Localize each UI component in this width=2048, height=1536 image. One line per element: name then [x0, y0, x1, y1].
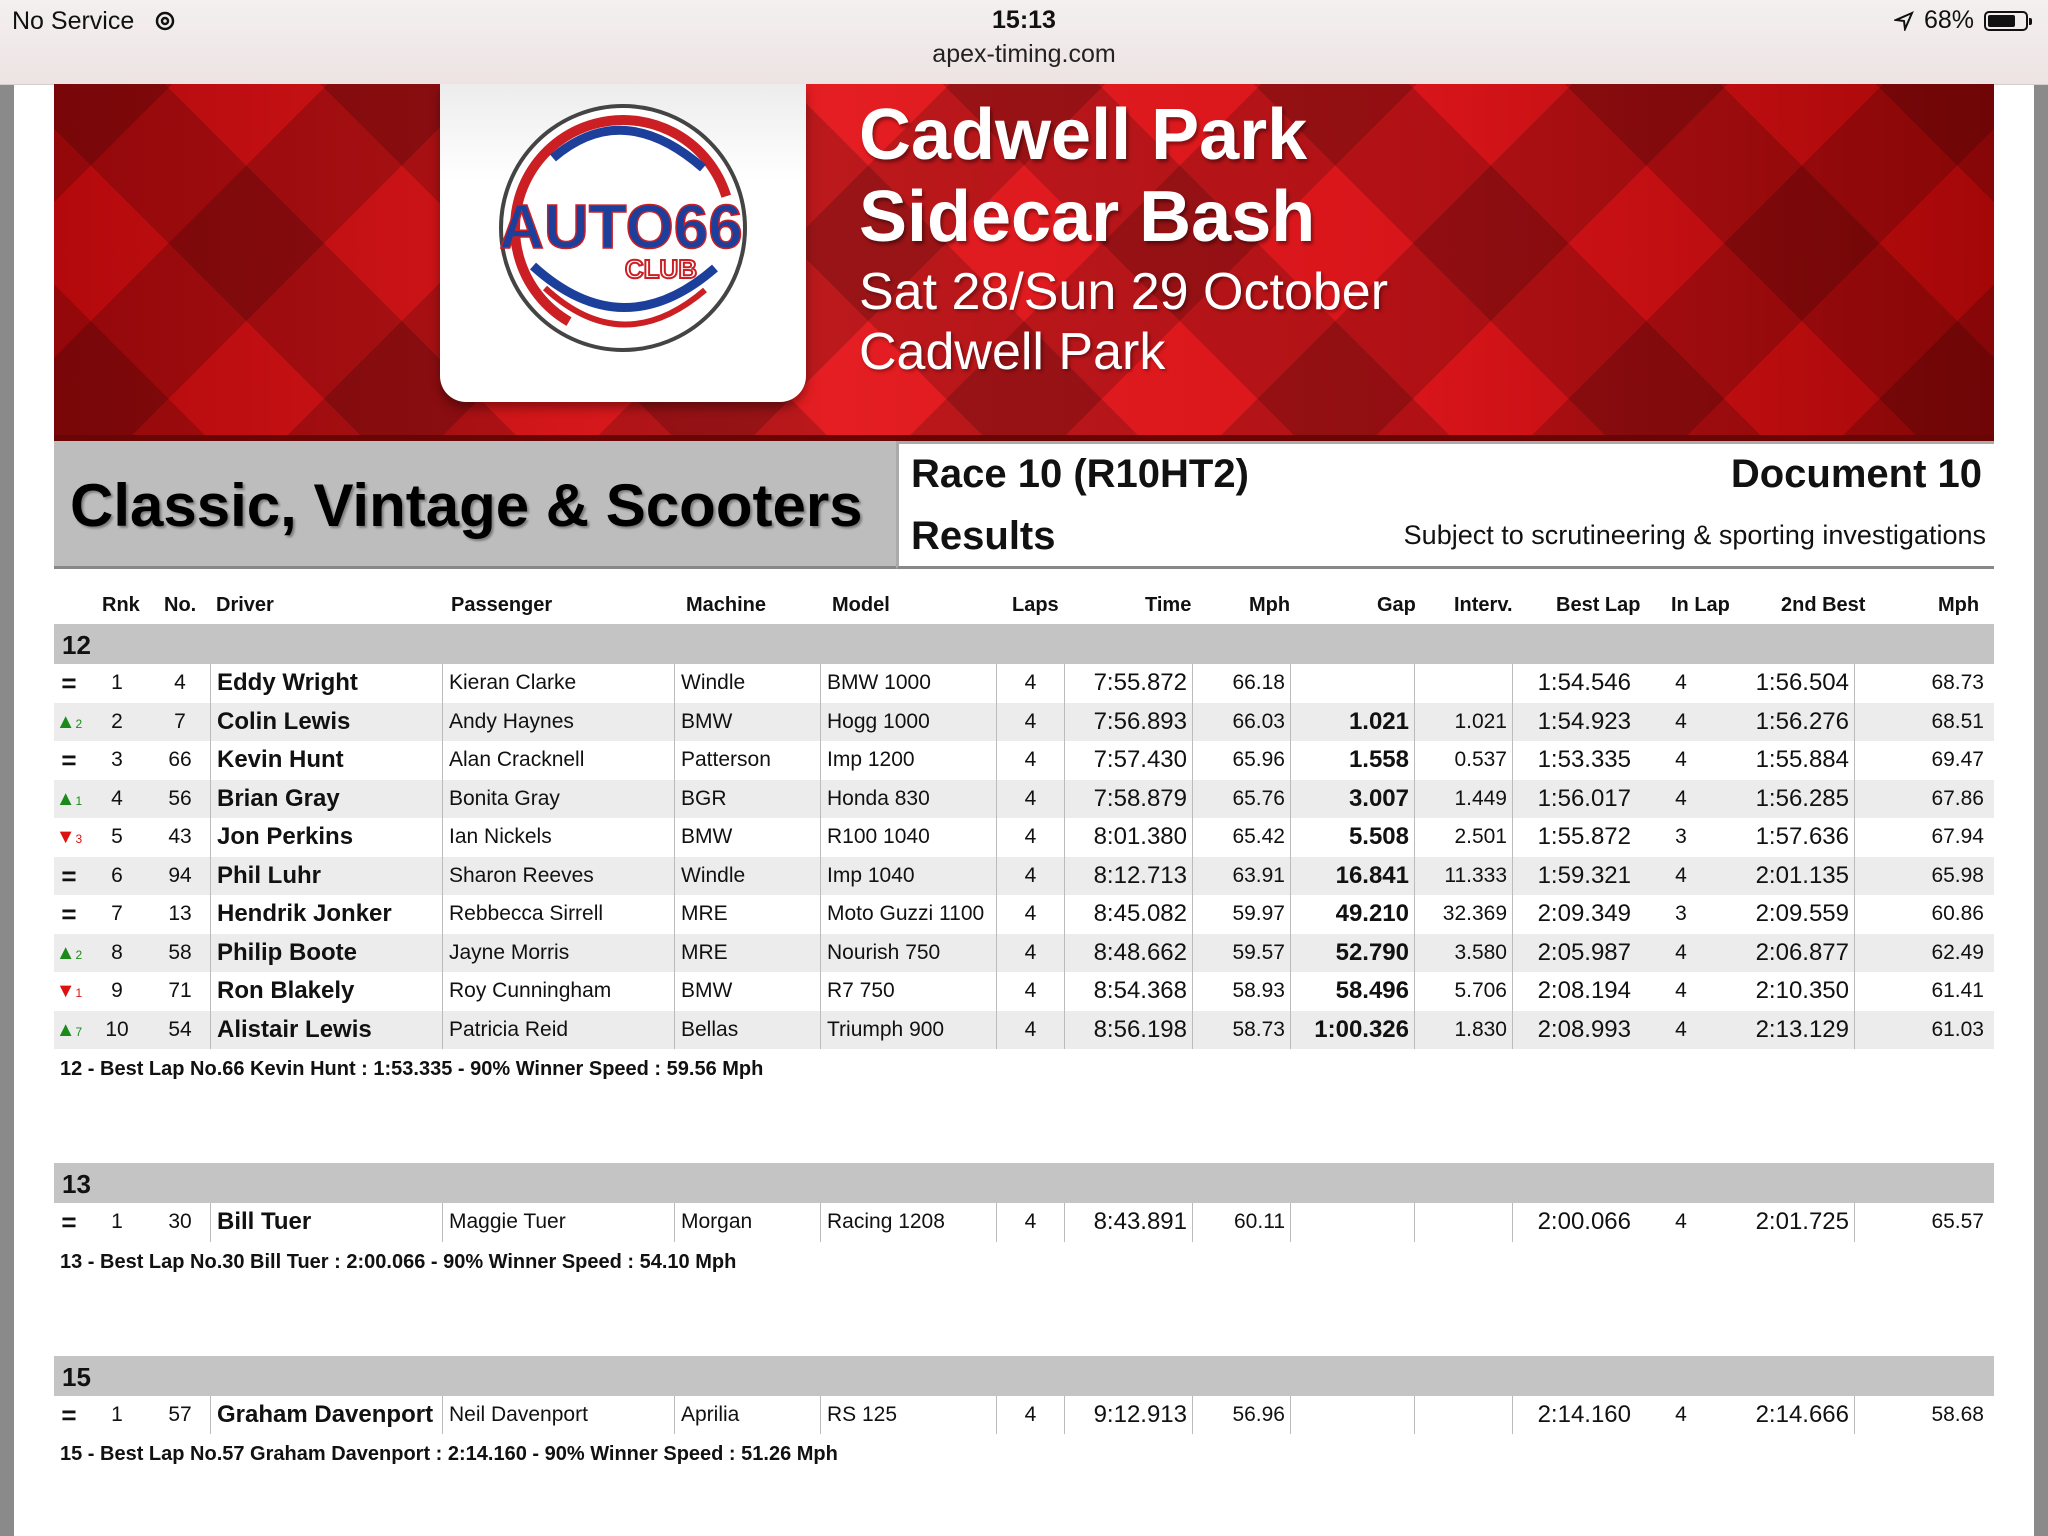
col-header: Mph — [1249, 594, 1291, 616]
cell-best: 1:55.872 — [1512, 818, 1636, 857]
group-spacer — [54, 1282, 1994, 1356]
cell-laps: 4 — [996, 895, 1064, 934]
cell-model: Hogg 1000 — [820, 703, 996, 742]
cell-rnk: 1 — [111, 671, 123, 694]
cell-machine: Patterson — [674, 741, 820, 780]
cell-inlap: 4 — [1675, 863, 1687, 887]
cell-no: 58 — [168, 940, 192, 964]
auto66-club-logo — [493, 98, 753, 358]
race-title: Race 10 (R10HT2) — [911, 452, 1249, 496]
cell-gap: 52.790 — [1290, 934, 1414, 973]
position-change — [54, 741, 84, 780]
cell-model: R100 1040 — [820, 818, 996, 857]
cell-no: 57 — [168, 1402, 192, 1426]
col-header: Gap — [1377, 594, 1416, 616]
cell-gap: 1:00.326 — [1290, 1011, 1414, 1050]
up-arrow-icon: ▲ — [55, 710, 76, 733]
cell-laps: 4 — [996, 741, 1064, 780]
cell-best: 1:56.017 — [1512, 780, 1636, 819]
group-spacer — [54, 1089, 1994, 1163]
document-title: Document 10 — [1730, 452, 1982, 496]
cell-driver: Bill Tuer — [210, 1203, 442, 1242]
table-row[interactable] — [54, 780, 1994, 819]
event-title-line1: Cadwell Park — [859, 95, 1308, 175]
cell-mph: 66.18 — [1192, 664, 1290, 703]
cell-no: 66 — [168, 748, 192, 771]
battery-percent: 68% — [1923, 6, 1974, 34]
cell-best: 1:54.546 — [1512, 664, 1636, 703]
event-title — [859, 94, 1315, 258]
cell-best: 2:05.987 — [1512, 934, 1636, 973]
cell-inlap: 4 — [1675, 940, 1687, 964]
cell-best: 2:09.349 — [1512, 895, 1636, 934]
cell-driver: Colin Lewis — [210, 703, 442, 742]
cell-time: 8:45.082 — [1064, 895, 1192, 934]
cell-no: 30 — [168, 1210, 192, 1233]
logo-wordmark: AUTO66 — [499, 193, 743, 262]
position-delta: 1 — [75, 793, 83, 808]
cell-interv: 1.830 — [1414, 1011, 1512, 1050]
cell-second: 2:09.559 — [1755, 900, 1849, 927]
status-bar — [0, 0, 2048, 85]
cell-interv: 11.333 — [1414, 857, 1512, 896]
cell-mph: 59.97 — [1192, 895, 1290, 934]
cell-time: 7:56.893 — [1064, 703, 1192, 742]
cell-interv: 3.580 — [1414, 934, 1512, 973]
cell-mph: 65.96 — [1192, 741, 1290, 780]
location-arrow-icon — [1894, 11, 1914, 31]
cell-model: Moto Guzzi 1100 — [820, 895, 996, 934]
cell-laps: 4 — [996, 1396, 1064, 1435]
cell-best: 2:08.194 — [1512, 972, 1636, 1011]
position-delta: 3 — [75, 832, 83, 846]
cell-interv — [1414, 1396, 1512, 1435]
cell-time: 9:12.913 — [1064, 1396, 1192, 1435]
cell-best: 2:00.066 — [1512, 1203, 1636, 1242]
battery-icon — [1984, 11, 2028, 31]
cell-mph: 63.91 — [1192, 857, 1290, 896]
cell-passenger: Neil Davenport — [442, 1396, 674, 1435]
position-delta: 2 — [75, 716, 83, 731]
table-row[interactable] — [54, 934, 1994, 973]
col-header: Rnk — [102, 594, 140, 616]
cell-time: 7:58.879 — [1064, 780, 1192, 819]
event-banner — [54, 84, 1994, 440]
position-change — [54, 818, 84, 857]
cell-passenger: Roy Cunningham — [442, 972, 674, 1011]
position-delta: 7 — [75, 1024, 83, 1039]
class-title: Classic, Vintage & Scooters — [70, 472, 863, 539]
cell-passenger: Sharon Reeves — [442, 857, 674, 896]
cell-gap: 49.210 — [1290, 895, 1414, 934]
cell-mph2: 61.41 — [1854, 972, 1989, 1011]
table-row[interactable] — [54, 972, 1994, 1011]
cell-mph2: 65.57 — [1854, 1203, 1989, 1242]
position-change — [54, 972, 84, 1011]
cell-driver: Alistair Lewis — [210, 1011, 442, 1050]
table-row[interactable] — [54, 895, 1994, 934]
cell-laps: 4 — [996, 703, 1064, 742]
cell-second: 2:01.135 — [1755, 861, 1849, 889]
col-header: No. — [164, 594, 197, 616]
cell-inlap: 4 — [1675, 979, 1687, 1002]
cell-mph2: 65.98 — [1854, 857, 1989, 896]
position-change — [54, 703, 84, 742]
col-header: Time — [1145, 594, 1192, 616]
cell-second: 1:57.636 — [1755, 823, 1849, 850]
event-date — [859, 262, 1388, 382]
cell-best: 1:59.321 — [1512, 857, 1636, 896]
table-row[interactable] — [54, 1203, 1994, 1242]
cell-driver: Hendrik Jonker — [210, 895, 442, 934]
cell-machine: BMW — [674, 703, 820, 742]
position-change — [54, 664, 84, 703]
cell-second: 1:56.504 — [1755, 669, 1849, 696]
cell-time: 8:54.368 — [1064, 972, 1192, 1011]
status-right — [1894, 6, 2028, 35]
col-header: 2nd Best — [1781, 594, 1866, 616]
table-row[interactable] — [54, 1011, 1994, 1050]
cell-laps: 4 — [996, 780, 1064, 819]
col-header: Model — [832, 594, 890, 616]
col-header: Passenger — [451, 594, 553, 616]
cell-laps: 4 — [996, 818, 1064, 857]
cell-mph2: 69.47 — [1854, 741, 1989, 780]
cell-passenger: Kieran Clarke — [442, 664, 674, 703]
cell-mph2: 67.94 — [1854, 818, 1989, 857]
cell-driver: Eddy Wright — [210, 664, 442, 703]
cell-mph: 59.57 — [1192, 934, 1290, 973]
group-header — [54, 1163, 1994, 1203]
cell-laps: 4 — [996, 664, 1064, 703]
col-header: Machine — [686, 594, 767, 616]
cell-passenger: Bonita Gray — [442, 780, 674, 819]
cell-rnk: 3 — [111, 748, 123, 771]
cell-passenger: Alan Cracknell — [442, 741, 674, 780]
position-delta: 2 — [75, 947, 83, 962]
cell-best: 2:14.160 — [1512, 1396, 1636, 1435]
logo-card — [440, 84, 806, 402]
logo-club: CLUB — [624, 254, 698, 284]
table-header — [54, 584, 1994, 624]
address-bar[interactable]: apex-timing.com — [932, 40, 1116, 68]
down-arrow-icon: ▼ — [55, 980, 76, 1002]
cell-no: 43 — [168, 825, 192, 848]
down-arrow-icon: ▼ — [55, 826, 76, 848]
race-header — [896, 441, 1994, 569]
cell-driver: Jon Perkins — [210, 818, 442, 857]
cell-inlap: 3 — [1675, 825, 1687, 848]
cell-rnk: 2 — [111, 709, 123, 733]
group-label: 13 — [62, 1169, 91, 1199]
cell-best: 1:54.923 — [1512, 703, 1636, 742]
cell-mph: 66.03 — [1192, 703, 1290, 742]
cell-passenger: Ian Nickels — [442, 818, 674, 857]
cell-second: 2:06.877 — [1755, 938, 1849, 966]
cell-gap: 5.508 — [1290, 818, 1414, 857]
table-row[interactable] — [54, 664, 1994, 703]
results-table — [54, 584, 1994, 1474]
cell-second: 2:01.725 — [1755, 1208, 1849, 1235]
position-change — [54, 934, 84, 973]
cell-no: 13 — [168, 902, 192, 925]
group-label: 12 — [62, 630, 91, 660]
cell-driver: Philip Boote — [210, 934, 442, 973]
cell-driver: Graham Davenport — [210, 1396, 442, 1435]
position-delta: 1 — [75, 986, 83, 1000]
col-header: Laps — [1012, 594, 1059, 616]
position-change — [54, 1396, 84, 1435]
cell-second: 1:55.884 — [1755, 746, 1849, 773]
cell-laps: 4 — [996, 972, 1064, 1011]
col-header: Best Lap — [1556, 594, 1641, 616]
position-change — [54, 895, 84, 934]
equal-icon: = — [61, 1207, 77, 1237]
cell-time: 8:12.713 — [1064, 857, 1192, 896]
cell-passenger: Maggie Tuer — [442, 1203, 674, 1242]
cell-interv: 2.501 — [1414, 818, 1512, 857]
cell-time: 7:55.872 — [1064, 664, 1192, 703]
cell-interv: 5.706 — [1414, 972, 1512, 1011]
cell-mph2: 68.51 — [1854, 703, 1989, 742]
cell-no: 4 — [174, 671, 186, 694]
col-header: In Lap — [1671, 594, 1730, 616]
cell-model: Imp 1040 — [820, 857, 996, 896]
cell-no: 54 — [168, 1017, 192, 1041]
cell-interv: 32.369 — [1414, 895, 1512, 934]
cell-second: 2:10.350 — [1755, 977, 1849, 1004]
equal-icon: = — [61, 899, 77, 929]
cell-interv: 0.537 — [1414, 741, 1512, 780]
cell-model: RS 125 — [820, 1396, 996, 1435]
col-header: Interv. — [1454, 594, 1513, 616]
page-gutter-left — [0, 85, 14, 1536]
equal-icon: = — [61, 745, 77, 775]
cell-model: Triumph 900 — [820, 1011, 996, 1050]
cell-model: Racing 1208 — [820, 1203, 996, 1242]
cell-inlap: 4 — [1675, 1210, 1687, 1233]
cell-inlap: 4 — [1675, 1017, 1687, 1041]
cell-mph: 65.76 — [1192, 780, 1290, 819]
cell-inlap: 3 — [1675, 902, 1687, 925]
table-row[interactable] — [54, 1396, 1994, 1435]
scrollbar-track[interactable] — [2034, 85, 2048, 1536]
cell-second: 1:56.276 — [1755, 707, 1849, 735]
cell-interv — [1414, 664, 1512, 703]
clock: 15:13 — [992, 6, 1056, 34]
cell-time: 8:56.198 — [1064, 1011, 1192, 1050]
event-venue-line: Cadwell Park — [859, 323, 1166, 381]
cell-machine: BMW — [674, 972, 820, 1011]
document-subtitle: Subject to scrutineering & sporting investigations — [1403, 520, 1986, 550]
cell-machine: Windle — [674, 664, 820, 703]
event-date-line: Sat 28/Sun 29 October — [859, 263, 1389, 321]
carrier-label: No Service — [12, 6, 135, 35]
cell-no: 56 — [168, 786, 192, 810]
cell-machine: Aprilia — [674, 1396, 820, 1435]
group-summary: 15 - Best Lap No.57 Graham Davenport : 2:14.160 - 90% Winner Speed : 51.26 Mph — [60, 1443, 838, 1465]
cell-machine: Bellas — [674, 1011, 820, 1050]
cell-machine: BMW — [674, 818, 820, 857]
up-arrow-icon: ▲ — [55, 787, 76, 810]
cell-laps: 4 — [996, 934, 1064, 973]
cell-rnk: 9 — [111, 979, 123, 1002]
group-header — [54, 624, 1994, 664]
cell-mph2: 67.86 — [1854, 780, 1989, 819]
cell-passenger: Patricia Reid — [442, 1011, 674, 1050]
group-summary: 12 - Best Lap No.66 Kevin Hunt : 1:53.335 - 90% Winner Speed : 59.56 Mph — [60, 1058, 764, 1080]
col-header: Mph — [1938, 594, 1980, 616]
cell-time: 7:57.430 — [1064, 741, 1192, 780]
table-row[interactable] — [54, 741, 1994, 780]
cell-passenger: Andy Haynes — [442, 703, 674, 742]
cell-time: 8:43.891 — [1064, 1203, 1192, 1242]
cell-inlap: 4 — [1675, 786, 1687, 810]
cell-model: Imp 1200 — [820, 741, 996, 780]
equal-icon: = — [61, 668, 77, 698]
cell-laps: 4 — [996, 857, 1064, 896]
cell-rnk: 10 — [105, 1017, 129, 1041]
cell-driver: Ron Blakely — [210, 972, 442, 1011]
cell-best: 2:08.993 — [1512, 1011, 1636, 1050]
cell-inlap: 4 — [1675, 709, 1687, 733]
cell-mph: 58.73 — [1192, 1011, 1290, 1050]
cell-no: 71 — [168, 979, 192, 1002]
cell-driver: Kevin Hunt — [210, 741, 442, 780]
cell-no: 94 — [168, 863, 192, 887]
table-row[interactable] — [54, 818, 1994, 857]
equal-icon: = — [61, 1399, 77, 1430]
cell-machine: Windle — [674, 857, 820, 896]
cell-gap: 1.558 — [1290, 741, 1414, 780]
group-summary: 13 - Best Lap No.30 Bill Tuer : 2:00.066 - 90% Winner Speed : 54.10 Mph — [60, 1250, 737, 1273]
cell-second: 2:13.129 — [1755, 1015, 1849, 1043]
cell-time: 8:48.662 — [1064, 934, 1192, 973]
cell-machine: MRE — [674, 934, 820, 973]
cell-model: R7 750 — [820, 972, 996, 1011]
cell-rnk: 5 — [111, 825, 123, 848]
cell-passenger: Rebbecca Sirrell — [442, 895, 674, 934]
position-change — [54, 1203, 84, 1242]
race-subtitle: Results — [911, 514, 1056, 558]
cell-gap — [1290, 1203, 1414, 1242]
cell-driver: Brian Gray — [210, 780, 442, 819]
col-header: Driver — [216, 594, 274, 616]
group-header — [54, 1356, 1994, 1396]
cell-interv: 1.449 — [1414, 780, 1512, 819]
cell-model: Nourish 750 — [820, 934, 996, 973]
cell-mph: 56.96 — [1192, 1396, 1290, 1435]
cell-model: Honda 830 — [820, 780, 996, 819]
event-title-line2: Sidecar Bash — [859, 177, 1316, 257]
position-change — [54, 780, 84, 819]
cell-laps: 4 — [996, 1011, 1064, 1050]
cell-inlap: 4 — [1675, 671, 1687, 694]
cell-driver: Phil Luhr — [210, 857, 442, 896]
cell-machine: BGR — [674, 780, 820, 819]
cell-rnk: 4 — [111, 786, 123, 810]
cell-second: 1:56.285 — [1755, 784, 1849, 812]
cell-model: BMW 1000 — [820, 664, 996, 703]
cell-rnk: 8 — [111, 940, 123, 964]
position-change — [54, 1011, 84, 1050]
cell-no: 7 — [174, 709, 186, 733]
up-arrow-icon: ▲ — [55, 941, 76, 964]
cell-second: 2:14.666 — [1755, 1400, 1849, 1428]
cell-inlap: 4 — [1675, 748, 1687, 771]
table-row[interactable] — [54, 857, 1994, 896]
cell-mph2: 61.03 — [1854, 1011, 1989, 1050]
cell-rnk: 1 — [111, 1402, 123, 1426]
cell-gap: 3.007 — [1290, 780, 1414, 819]
cell-rnk: 1 — [111, 1210, 123, 1233]
cell-best: 1:53.335 — [1512, 741, 1636, 780]
cell-time: 8:01.380 — [1064, 818, 1192, 857]
cell-machine: MRE — [674, 895, 820, 934]
cell-laps: 4 — [996, 1203, 1064, 1242]
class-header — [54, 441, 896, 569]
cell-machine: Morgan — [674, 1203, 820, 1242]
cell-mph: 65.42 — [1192, 818, 1290, 857]
cell-gap — [1290, 664, 1414, 703]
up-arrow-icon: ▲ — [55, 1018, 76, 1041]
cell-passenger: Jayne Morris — [442, 934, 674, 973]
cell-mph2: 68.73 — [1854, 664, 1989, 703]
group-label: 15 — [62, 1361, 91, 1392]
cell-mph: 58.93 — [1192, 972, 1290, 1011]
cell-rnk: 7 — [111, 902, 123, 925]
cell-gap: 58.496 — [1290, 972, 1414, 1011]
equal-icon: = — [61, 860, 77, 891]
cell-mph2: 58.68 — [1854, 1396, 1989, 1435]
cell-gap — [1290, 1396, 1414, 1435]
cell-gap: 16.841 — [1290, 857, 1414, 896]
position-change — [54, 857, 84, 896]
cell-interv — [1414, 1203, 1512, 1242]
cell-interv: 1.021 — [1414, 703, 1512, 742]
cell-inlap: 4 — [1675, 1402, 1687, 1426]
cell-mph: 60.11 — [1192, 1203, 1290, 1242]
cell-mph2: 62.49 — [1854, 934, 1989, 973]
cell-rnk: 6 — [111, 863, 123, 887]
table-row[interactable] — [54, 703, 1994, 742]
cell-gap: 1.021 — [1290, 703, 1414, 742]
cell-mph2: 60.86 — [1854, 895, 1989, 934]
